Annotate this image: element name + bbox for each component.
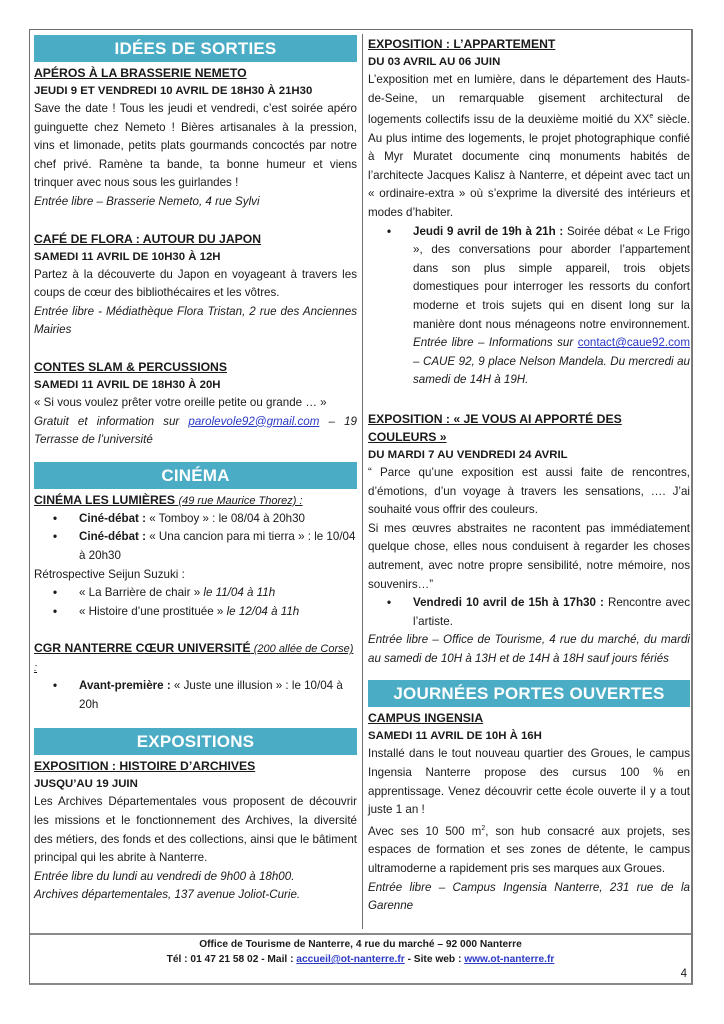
event-quote: Si mes œuvres abstraites ne racontent pas immédiatement quelque chose, elles nous conduisent à regarder les choses autrement, avec notre propre sensibilité, notre mémoire, nos souvenirs…” [368, 521, 690, 591]
event-description: « Si vous voulez prêter votre oreille petite ou grande … » [34, 395, 327, 409]
event-description: Installé dans le tout nouveau quartier des Groues, le campus Ingensia Nanterre propose des cursus 100 % en apprentissage. Venez découvrir cette école ouverte il y a tout juste 1 an ! [368, 747, 690, 817]
venue-address: (49 rue Maurice Thorez) : [178, 494, 303, 507]
retrospective-item: • « Histoire d’une prostituée » le 12/04 à 11h [79, 603, 357, 622]
footer [30, 933, 691, 980]
event-date: JEUDI 9 ET VENDREDI 10 AVRIL DE 18H30 À 21H30 [34, 85, 313, 97]
venue-title: CGR NANTERRE CŒUR UNIVERSITÉ (200 allée de Corse) : [34, 641, 354, 675]
event-title: EXPOSITION : HISTOIRE D’ARCHIVES [34, 759, 256, 774]
event-info: Gratuit et information sur parolevole92@gmail.com – 19 Terrasse de l’université [34, 414, 357, 447]
event-campus-ingensia [368, 709, 690, 915]
screening-item: • Ciné-débat : « Una cancion para mi tierra » : le 10/04 à 20h30 [79, 528, 357, 565]
email-link-parolevole[interactable]: parolevole92@gmail.com [188, 414, 320, 428]
page-number: 4 [680, 968, 687, 980]
event-date: DU MARDI 7 AU VENDREDI 24 AVRIL [368, 448, 568, 461]
footer-address: Office de Tourisme de Nanterre, 4 rue du marché – 92 000 Nanterre [199, 939, 522, 950]
screening-list [34, 510, 357, 566]
event-info: Entrée libre – Campus Ingensia Nanterre, 231 rue de la Garenne [368, 880, 690, 913]
event-description: Save the date ! Tous les jeudi et vendredi, c’est soirée apéro guinguette chez Nemeto ! Bières artisanales à la pression, vins et limonade, petits plats gourmands concoctés par notre chef privé. Ramène ta bande, ta bonne humeur et viens trinquer avec nous sous les guirlandes ! [34, 102, 357, 190]
screening-item: • Ciné-débat : « Tomboy » : le 08/04 à 20h30 [79, 510, 357, 529]
page-frame [29, 29, 693, 985]
retrospective-title: Rétrospective Seijun Suzuki : [34, 567, 185, 581]
event-contes-slam [34, 358, 357, 450]
retrospective-list [34, 584, 357, 621]
footer-contact: Tél : 01 47 21 58 02 - Mail : accueil@ot-nanterre.fr - Site web : www.ot-nanterre.fr [166, 954, 555, 965]
banner-cinema: CINÉMA [34, 462, 357, 489]
screening-item: • Avant-première : « Juste une illusion » : le 10/04 à 20h [79, 677, 357, 714]
event-description: Les Archives Départementales vous proposent de découvrir les missions et le fonctionnement des Archives, la diversité des métiers, des fonds et des collections, ainsi que le bâtiment principal qui les abrite à Nanterre. [34, 795, 357, 865]
email-link-caue92[interactable]: contact@caue92.com [577, 336, 690, 350]
event-title: EXPOSITION : L’APPARTEMENT [368, 37, 556, 51]
event-cafe-de-flora [34, 230, 357, 340]
event-info: Archives départementales, 137 avenue Joliot-Curie. [34, 888, 301, 902]
retrospective-item: • « La Barrière de chair » le 11/04 à 11h [79, 584, 357, 603]
event-aperos-nemeto [34, 64, 357, 212]
event-info: Entrée libre - Médiathèque Flora Tristan, 2 rue des Anciennes Mairies [34, 304, 357, 337]
event-bullet: • Jeudi 9 avril de 19h à 21h : Soirée débat « Le Frigo », des conversations pour aborder l’appartement dans son plus simple appareil, trois objets domestiques pour interroger les ressorts du confort moderne et trois sujets qui en disent long sur la manière dont nous ménageons notre environnement. Entrée libre – Informations sur contact@caue92.com – CAUE 92, 9 place Nelson Mandela. Du mercredi au samedi de 14H à 19H. [413, 223, 690, 390]
event-title: APÉROS À LA BRASSERIE NEMETO [34, 66, 247, 80]
banner-expositions: EXPOSITIONS [34, 728, 357, 755]
event-description: Partez à la découverte du Japon en voyageant à travers les coups de cœur des bibliothécaires et les vôtres. [34, 267, 357, 300]
screening-list [34, 677, 357, 714]
event-date: JUSQU’AU 19 JUIN [34, 778, 138, 791]
venue-address: (200 allée de Corse) : [34, 643, 354, 675]
event-title: CONTES SLAM & PERCUSSIONS [34, 359, 227, 374]
event-histoire-archives [34, 757, 357, 905]
event-date: DU 03 AVRIL AU 06 JUIN [368, 56, 501, 68]
event-description: Avec ses 10 500 $m^2$, son hub consacré aux projets, ses espaces de formation et ses zones de détente, le campus ultramoderne a rapidement pris ses marques aux Groues. [368, 824, 691, 875]
event-description: L’exposition met en lumière, dans le département des Hauts-de-Seine, un remarquable gisement architectural de logements collectifs issu de la deuxième moitié du XXe siècle. Au plus intime des logements, le projet photographique confié à Myr Muratet documente cinq monuments habités de l’architecte Jacques Kalisz à Nanterre, et dépeint avec tact un « ordinaire-extra » où s’exprime la diversité des intérieurs et modes d’habiter. [368, 73, 690, 220]
right-column [368, 35, 690, 916]
event-info: Entrée libre – Office de Tourisme, 4 rue du marché, du mardi au samedi de 10H à 13H et de 14H à 18H sauf jours fériés [368, 633, 690, 665]
event-quote: “ Parce qu’une exposition est aussi faite de rencontres, d’émotions, d’un voyage à travers les sensations, …. J’ai souhaité vous offrir des couleurs. [368, 465, 690, 517]
event-appartement [368, 35, 690, 390]
venue-cinema-les-lumieres [34, 491, 357, 622]
event-info: Entrée libre – Brasserie Nemeto, 4 rue Sylvi [34, 194, 260, 208]
event-title-cont: COULEURS » [368, 429, 447, 444]
event-title: CAMPUS INGENSIA [368, 711, 484, 726]
column-divider [362, 34, 363, 929]
event-bullets [368, 594, 690, 631]
event-date: SAMEDI 11 AVRIL DE 10H30 À 12H [34, 250, 221, 263]
event-title: CAFÉ DE FLORA : AUTOUR DU JAPON [34, 231, 262, 246]
event-je-vous-ai-apporte-des-couleurs [368, 410, 690, 669]
venue-cgr-nanterre [34, 639, 357, 714]
event-date: SAMEDI 11 AVRIL DE 10H À 16H [368, 730, 542, 743]
event-bullet: • Vendredi 10 avril de 15h à 17h30 : Rencontre avec l’artiste. [413, 594, 690, 631]
event-date: SAMEDI 11 AVRIL DE 18H30 À 20H [34, 378, 221, 391]
left-column [34, 35, 357, 905]
event-info: Entrée libre du lundi au vendredi de 9h00 à 18h00. [34, 869, 295, 883]
footer-website-link[interactable]: www.ot-nanterre.fr [464, 954, 555, 965]
event-bullets [368, 223, 690, 390]
event-title: EXPOSITION : « JE VOUS AI APPORTÉ DES [368, 411, 622, 426]
venue-title: CINÉMA LES LUMIÈRES (49 rue Maurice Thorez) : [34, 492, 303, 507]
footer-email-link[interactable]: accueil@ot-nanterre.fr [296, 954, 405, 965]
banner-journees-portes-ouvertes: JOURNÉES PORTES OUVERTES [368, 680, 690, 707]
banner-idees-de-sorties: IDÉES DE SORTIES [34, 35, 357, 62]
